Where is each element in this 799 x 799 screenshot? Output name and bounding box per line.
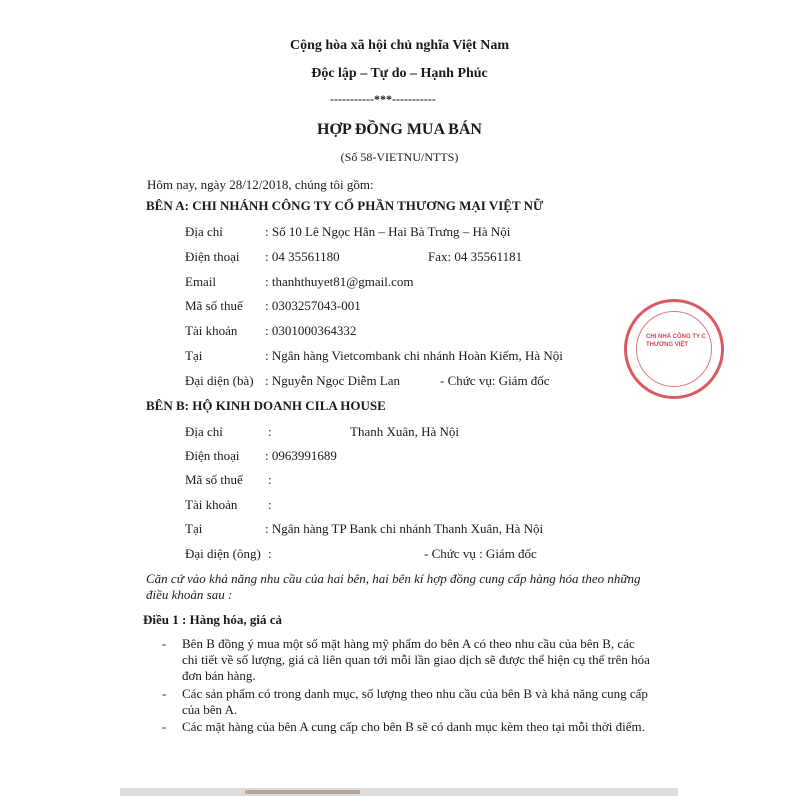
party-b-rep-colon: : (268, 546, 272, 561)
party-a-email-label: Email (185, 274, 217, 289)
item-3-line-1: Các mặt hàng của bên A cung cấp cho bên B sẽ có danh mục kèm theo tại mỗi thời điểm. (182, 719, 645, 734)
item-2-line-1: Các sản phẩm có trong danh mục, số lượng theo nhu cầu của bên B và khả năng cung cấp (182, 686, 648, 701)
party-a-heading: BÊN A: CHI NHÁNH CÔNG TY CỔ PHẦN THƯƠNG MẠI VIỆT NỮ (146, 198, 544, 213)
item-2-line-2: của bên A. (182, 702, 238, 717)
motto: Độc lập – Tự do – Hạnh Phúc (311, 66, 488, 81)
article-1-heading: Điều 1 : Hàng hóa, giá cả (143, 612, 283, 627)
contract-title: HỢP ĐỒNG MUA BÁN (317, 121, 482, 138)
party-a-bank-label: Tại (185, 348, 203, 363)
party-a-rep-value: : Nguyễn Ngọc Diễm Lan (265, 373, 401, 388)
party-b-heading: BÊN B: HỘ KINH DOANH CILA HOUSE (146, 398, 386, 413)
bullet-2: - (162, 686, 167, 701)
party-b-account-colon: : (268, 497, 272, 512)
party-a-fax: Fax: 04 35561181 (428, 249, 523, 264)
party-a-tax-value: : 0303257043-001 (265, 298, 361, 313)
party-b-phone-label: Điện thoại (185, 448, 240, 463)
party-b-rep-position: - Chức vụ : Giám đốc (424, 546, 537, 561)
party-b-bank-value: : Ngân hàng TP Bank chi nhánh Thanh Xuân, Hà Nội (265, 521, 544, 536)
contract-number: (Số 58-VIETNU/NTTS) (340, 150, 459, 164)
party-a-account-label: Tài khoản (185, 323, 238, 338)
party-a-phone-label: Điện thoại (185, 249, 240, 264)
party-a-address-label: Địa chỉ (185, 224, 223, 239)
party-b-phone-value: : 0963991689 (265, 448, 337, 463)
basis-line-2: điều khoản sau : (146, 587, 233, 602)
item-1-line-2: chi tiết về số lượng, giá cả liên quan tới mỗi lần giao dịch sẽ được thể hiện cụ thể trên hóa (182, 652, 650, 667)
party-b-bank-label: Tại (185, 521, 203, 536)
party-a-rep-label: Đại diện (bà) (185, 373, 254, 388)
item-1-line-3: đơn bán hàng. (182, 668, 256, 683)
party-a-tax-label: Mã số thuế (185, 298, 243, 313)
party-b-address-label: Địa chỉ (185, 424, 223, 439)
header-divider: -----------***----------- (330, 92, 436, 106)
bullet-1: - (162, 636, 167, 651)
company-stamp (618, 293, 706, 413)
party-a-bank-value: : Ngân hàng Vietcombank chi nhánh Hoàn Kiếm, Hà Nội (265, 348, 563, 363)
party-a-address-value: : Số 10 Lê Ngọc Hân – Hai Bà Trưng – Hà Nội (265, 224, 511, 239)
bullet-3: - (162, 719, 167, 734)
contract-intro: Hôm nay, ngày 28/12/2018, chúng tôi gồm: (147, 177, 374, 192)
party-a-account-value: : 0301000364332 (265, 323, 357, 338)
party-b-address-colon: : (268, 424, 272, 439)
page-bottom-edge (120, 788, 678, 796)
page-bottom-shadow (245, 790, 360, 794)
stamp-text: CHI NHÁ CÔNG TY C THƯƠNG VIỆT (646, 334, 706, 348)
party-a-email-value: : thanhthuyet81@gmail.com (265, 274, 414, 289)
item-1-line-1: Bên B đồng ý mua một số mặt hàng mỹ phẩm do bên A có theo nhu cầu của bên B, các (182, 636, 635, 651)
party-a-rep-position: - Chức vụ: Giám đốc (440, 373, 550, 388)
party-a-phone-value: : 04 35561180 (265, 249, 340, 264)
party-b-account-label: Tài khoản (185, 497, 238, 512)
party-b-rep-label: Đại diện (ông) (185, 546, 261, 561)
party-b-tax-label: Mã số thuế (185, 472, 243, 487)
basis-line-1: Căn cứ vào khả năng nhu cầu của hai bên, hai bên kí hợp đồng cung cấp hàng hóa theo những (146, 571, 641, 586)
party-b-address-value: Thanh Xuân, Hà Nội (350, 424, 460, 439)
stamp-inner-ring (636, 311, 712, 387)
party-b-tax-colon: : (268, 472, 272, 487)
national-title: Cộng hòa xã hội chủ nghĩa Việt Nam (290, 38, 509, 53)
